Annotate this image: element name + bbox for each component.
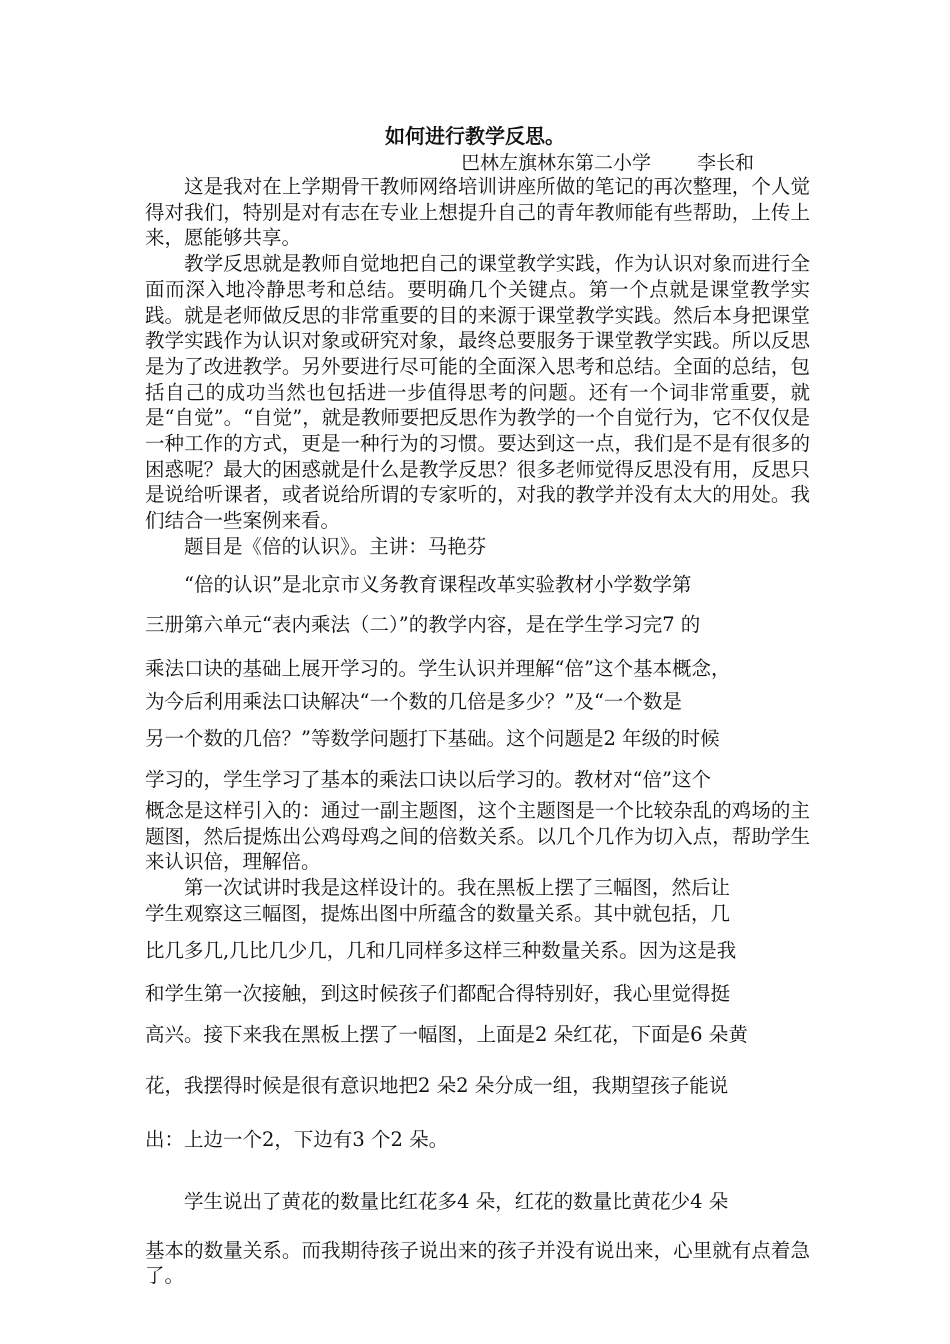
paragraph-5-line-5: 高兴。接下来我在黑板上摆了一幅图，上面是2 朵红花，下面是6 朵黄: [145, 1022, 748, 1046]
paragraph-5-line-2: 学生观察这三幅图，提炼出图中所蕴含的数量关系。其中就包括，几: [145, 901, 731, 925]
body-section-case: [145, 570, 810, 1289]
paragraph-6-rest: 基本的数量关系。而我期待孩子说出来的孩子并没有说出来，心里就有点着急了。: [145, 1238, 810, 1288]
paragraph-5-line-7: 出：上边一个2，下边有3 个2 朵。: [145, 1127, 449, 1151]
author-line: [461, 150, 754, 176]
paragraph-4-rest: 概念是这样引入的：通过一副主题图，这个主题图是一个比较杂乱的鸡场的主题图，然后提炼出公鸡母鸡之间的倍数关系。以几个几作为切入点，帮助学生来认识倍，理解倍。: [145, 799, 810, 874]
paragraph-5-line-3: 比几多几,几比几少几，几和几同样多这样三种数量关系。因为这是我: [145, 938, 737, 962]
paragraph-5-line-4: 和学生第一次接触，到这时候孩子们都配合得特别好，我心里觉得挺: [145, 981, 731, 1005]
body-section-intro: [145, 174, 810, 560]
paragraph-1: 这是我对在上学期骨干教师网络培训讲座所做的笔记的再次整理，个人觉得对我们，特别是对有志在专业上想提升自己的青年教师能有些帮助，上传上来，愿能够共享。: [145, 175, 810, 250]
author-name: 李长和: [697, 152, 755, 174]
author-school: 巴林左旗林东第二小学: [461, 152, 652, 174]
paragraph-4-line-6: 学习的，学生学习了基本的乘法口诀以后学习的。教材对“倍”这个: [145, 768, 711, 791]
paragraph-4-line-1: “倍的认识”是北京市义务教育课程改革实验教材小学数学第: [184, 573, 692, 596]
paragraph-5-line-6: 花，我摆得时候是很有意识地把2 朵2 朵分成一组，我期望孩子能说: [145, 1073, 729, 1097]
paragraph-2: 教学反思就是教师自觉地把自己的课堂教学实践，作为认识对象而进行全面而深入地冷静思考和总结。要明确几个关键点。第一个点就是课堂教学实践。就是老师做反思的非常重要的目的来源于课堂教学实践。然后本身把课堂教学实践作为认识对象或研究对象，最终总要服务于课堂教学实践。所以反思是为了改进教学。另外要进行尽可能的全面深入思考和总结。全面的总结，包括自己的成功当然也包括进一步值得思考的问题。还有一个词非常重要，就是“自觉”。“自觉”，就是教师要把反思作为教学的一个自觉行为，它不仅仅是一种工作的方式，更是一种行为的习惯。要达到这一点，我们是不是有很多的困惑呢？最大的困惑就是什么是教学反思？很多老师觉得反思没有用，反思只是说给听课者，或者说给所谓的专家听的，对我的教学并没有太大的用处。我们结合一些案例来看。: [145, 252, 810, 533]
paragraph-3: 题目是《倍的认识》。主讲：马艳芬: [184, 534, 487, 558]
paragraph-5-line-1: 第一次试讲时我是这样设计的。我在黑板上摆了三幅图，然后让: [184, 876, 731, 900]
paragraph-4-line-2: 三册第六单元“表内乘法（二）”的教学内容，是在学生学习完7 的: [145, 613, 701, 636]
paragraph-4-line-5: 另一个数的几倍？”等数学问题打下基础。这个问题是2 年级的时候: [145, 727, 720, 750]
paragraph-4-line-3: 乘法口诀的基础上展开学习的。学生认识并理解“倍”这个基本概念，: [145, 657, 731, 680]
paragraph-6-line-1: 学生说出了黄花的数量比红花多4 朵，红花的数量比黄花少4 朵: [184, 1189, 729, 1213]
document-title: 如何进行教学反思。: [385, 124, 565, 148]
paragraph-4-line-4: 为今后利用乘法口诀解决“一个数的几倍是多少？”及“一个数是: [145, 690, 682, 713]
